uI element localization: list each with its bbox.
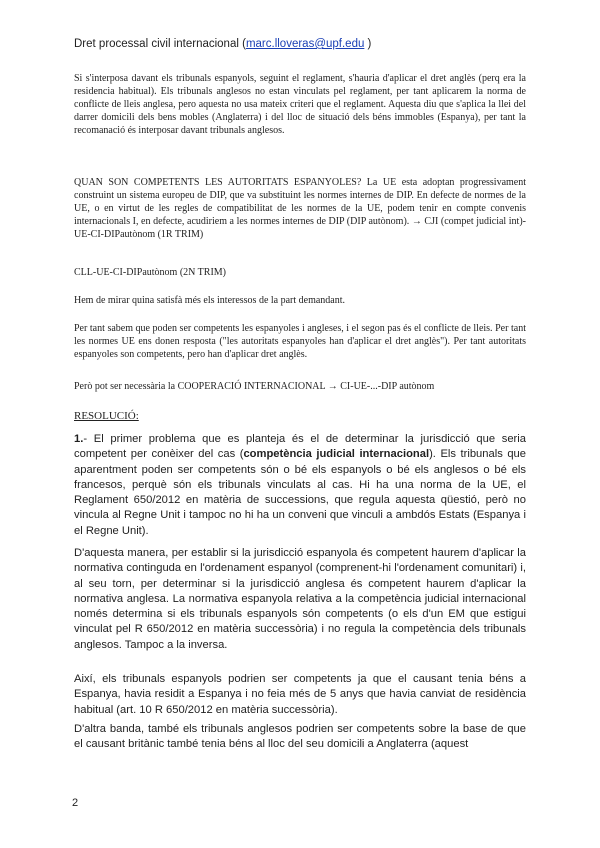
- paragraph-cll-order: [74, 266, 526, 279]
- author-email-link[interactable]: marc.lloveras@upf.edu: [245, 38, 365, 50]
- resolucio-heading: RESOLUCIÓ:: [74, 410, 139, 422]
- paragraph-text: QUAN SON COMPETENTS LES AUTORITATS ESPANYOLES? La UE esta adoptan progressivament construint un sistema europeu de DIP, que va substituint les normes internes de DIP. En defecte de normes de la UE, o en virtut de les regles de compatibilitat de les normes de la UE, podem tenir en compte convenis internacionals I, en defecte, acudiriem a les normes internes de DIP (DIP autònom). → CJI (compet judicial int)-UE-CI-DIPautònom (1R TRIM): [74, 177, 526, 240]
- bold-term: competència judicial internacional: [243, 448, 430, 461]
- paragraph-text: D'aquesta manera, per establir si la jurisdicció espanyola és competent haurem d'aplicar la normativa continguda en l'ordenament espanyol (comprenent-hi l'ordenament comunitari) i, al seu torn, per determinar si la jurisdicció anglesa és competent haurem d'aplicar la normativa anglesa. La normativa espanyola relativa a la competència judicial internacional només determina si els tribunals espanyols són competents (o els d'un EM que estigui vinculat pel R 650/2012 en matèria successòria) i no regula la competència dels tribunals anglesos. Tampoc a la inversa.: [74, 547, 526, 651]
- paragraph-competent-authorities: [74, 176, 526, 241]
- page-number: 2: [72, 797, 79, 809]
- point-number: 1.: [74, 433, 84, 445]
- paragraph-text: Hem de mirar quina satisfà més els interessos de la part demandant.: [74, 295, 346, 306]
- header-suffix: ): [364, 38, 372, 50]
- paragraph-claimant-interest: [74, 294, 526, 307]
- resolution-paragraph-1: [74, 432, 526, 539]
- paragraph-law-applicable: [74, 72, 526, 137]
- header-title: Dret processal civil internacional (: [74, 38, 246, 50]
- resolution-paragraph-2: [74, 546, 526, 653]
- paragraph-text: Però pot ser necessària la COOPERACIÓ INTERNACIONAL → CI-UE-...-DIP autònom: [74, 381, 435, 392]
- paragraph-text: [74, 432, 526, 539]
- text-run: - El primer problema que es planteja és el de determinar la jurisdicció que seria competent per conèixer del cas (: [74, 433, 526, 461]
- resolution-paragraph-4: [74, 722, 526, 753]
- paragraph-text: Així, els tribunals espanyols podrien ser competents ja que el causant tenia béns a Espanya, havia residit a Espanya i no feia més de 5 anys que havia canviat de residència habitual (art. 10 R 650/2012 en matèria successòria).: [74, 673, 526, 716]
- text-run: ). Els tribunals que aparentment poden ser competents són o bé els espanyols o bé els anglesos o bé els francesos, perquè són els tribunals vinculats al cas. Hi ha una norma de la UE, el Reglament 650/2012 en matèria de successions, que regula aquesta qüestió, però no vincula al Regne Unit i tampoc no hi ha un conveni que vinculi a ambdós Estats (Espanya i el Regne Unit).: [74, 448, 527, 537]
- paragraph-text: CLL-UE-CI-DIPautònom (2N TRIM): [74, 267, 227, 278]
- resolution-paragraph-3: [74, 672, 526, 718]
- page-header: [74, 38, 371, 50]
- paragraph-text: Si s'interposa davant els tribunals espanyols, seguint el reglament, s'hauria d'aplicar el dret anglès (perq era la residencia habitual). Els tribunals anglesos no estan vinculats pel reglament, per tant aplicarem la norma de conflicte de lleis anglesa, pero aquesta no usa mateix criteri que el reglament. Aquesta diu que s'aplica la llei del darrer domicili dels bens mobles (Anglaterra) i del lloc de situació dels béns immobles (Espanya), per tant la recomanació és interposar davant tribunals anglesos.: [74, 73, 526, 136]
- paragraph-conflict-of-laws: [74, 322, 526, 361]
- paragraph-international-cooperation: [74, 380, 526, 393]
- paragraph-text: D'altra banda, també els tribunals anglesos podrien ser competents sobre la base de que el causant britànic també tenia béns al lloc del seu domicili a Anglaterra (aquest: [74, 723, 526, 751]
- paragraph-text: Per tant sabem que poden ser competents les espanyoles i angleses, i el segon pas és el conflicte de lleis. Per tant les normes UE ens donen resposta ("les autoritats espanyoles han d'aplicar el dret anglès"). Per tant autoritats espanyoles son competents, pero han d'aplicar dret anglès.: [74, 323, 526, 360]
